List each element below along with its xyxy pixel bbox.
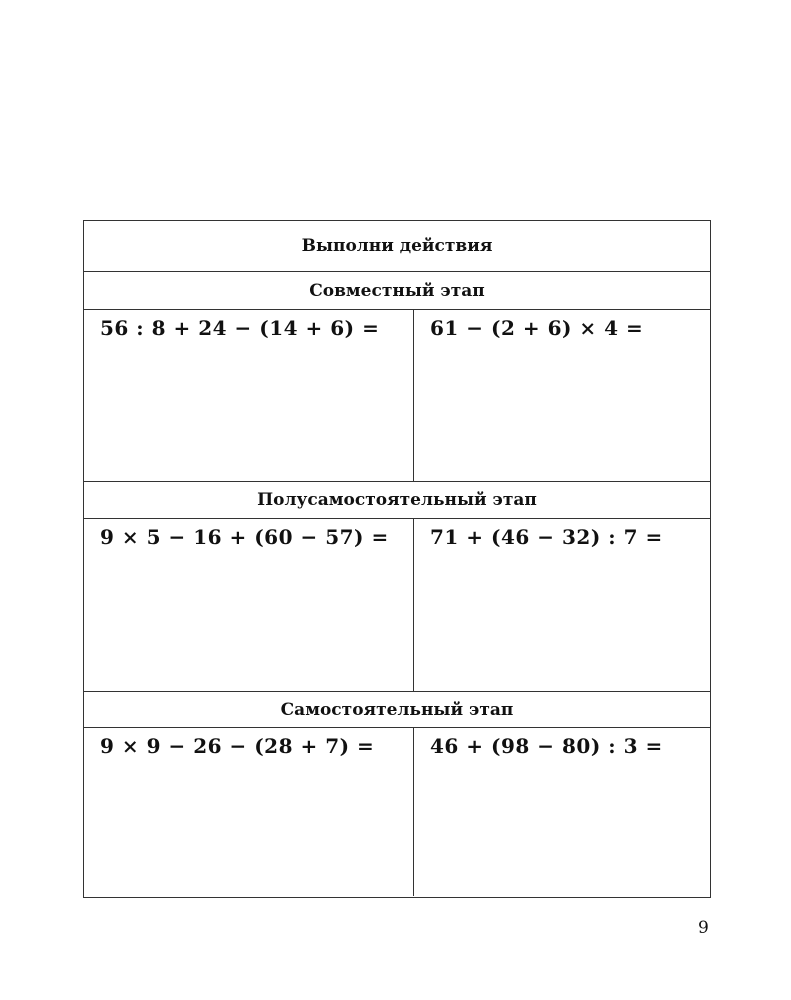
task-cell[interactable]: 9 × 5 − 16 + (60 − 57) = [84, 519, 414, 691]
stage-title-independent: Самостоятельный этап [84, 692, 710, 728]
stage-row-semi-independent [84, 519, 710, 692]
task-cell[interactable]: 61 − (2 + 6) × 4 = [430, 316, 644, 340]
stage-row-independent [84, 728, 710, 896]
task-cell[interactable]: 9 × 9 − 26 − (28 + 7) = [84, 728, 414, 896]
stage-title-semi-independent: Полусамостоятельный этап [84, 482, 710, 519]
stage-title-joint: Совместный этап [84, 272, 710, 310]
page-number: 9 [698, 918, 709, 938]
task-cell[interactable]: 71 + (46 − 32) : 7 = [430, 525, 663, 549]
task-cell[interactable]: 46 + (98 − 80) : 3 = [430, 734, 663, 758]
stage-row-joint [84, 310, 710, 482]
task-cell[interactable]: 56 : 8 + 24 − (14 + 6) = [84, 310, 414, 481]
worksheet-table [83, 220, 711, 898]
worksheet-title: Выполни действия [84, 221, 710, 272]
